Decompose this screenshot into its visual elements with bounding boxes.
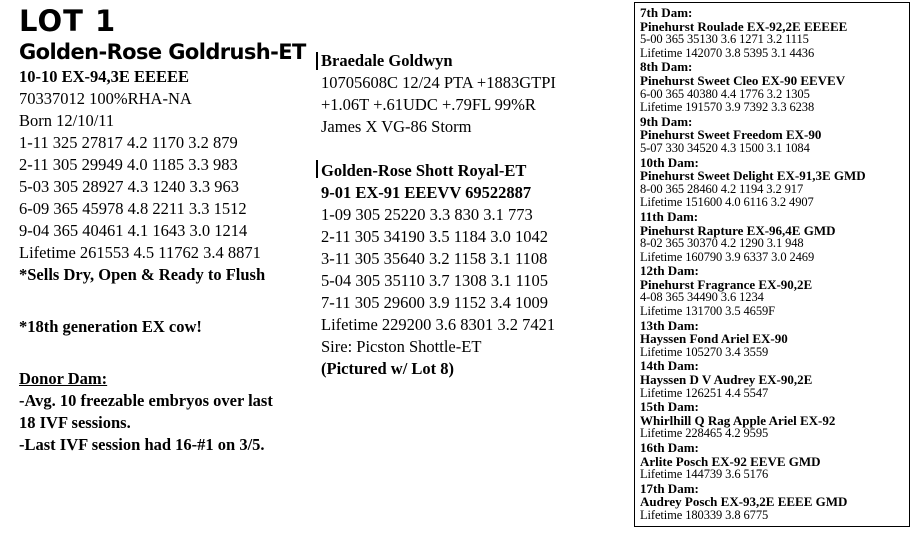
dam-generation-record: Lifetime 191570 3.9 7392 3.3 6238 [640, 100, 815, 115]
dam-generation-label: 17th Dam: [640, 480, 699, 496]
dam-record: 5-04 305 35110 3.7 1308 3.1 1105 [321, 271, 549, 290]
dam-generation-label: 10th Dam: [640, 154, 699, 170]
dam-generation-record: Lifetime 160790 3.9 6337 3.0 2469 [640, 249, 815, 264]
dam-generation-record: Lifetime 144739 3.6 5176 [640, 467, 769, 482]
dam-generation-name: Pinehurst Roulade EX-92,2E EEEEE [640, 18, 848, 34]
lifetime-record: Lifetime 261553 4.5 11762 3.4 8871 [19, 243, 261, 262]
dam-generation-name: Pinehurst Sweet Delight EX-91,3E GMD [640, 168, 866, 184]
sire-detail: +1.06T +.61UDC +.79FL 99%R [321, 95, 536, 114]
dam-generation-label: 11th Dam: [640, 208, 699, 224]
dam-generation-label: 8th Dam: [640, 59, 693, 75]
dam-generation-label: 9th Dam: [640, 113, 693, 129]
cow-name: Golden-Rose Goldrush-ET [19, 40, 306, 64]
dam-generation-record: 8-00 365 28460 4.2 1194 3.2 917 [640, 181, 804, 196]
dam-generation-label: 15th Dam: [640, 399, 699, 415]
dam-generation-record: 4-08 365 34490 3.6 1234 [640, 290, 764, 305]
production-record: 2-11 305 29949 4.0 1185 3.3 983 [19, 155, 238, 174]
deep-pedigree-box [634, 2, 910, 527]
dam-generation-label: 13th Dam: [640, 317, 699, 333]
dam-record: 3-11 305 35640 3.2 1158 3.1 1108 [321, 249, 548, 268]
donor-line: 18 IVF sessions. [19, 413, 131, 432]
dam-generation-record: 8-02 365 30370 4.2 1290 3.1 948 [640, 236, 804, 251]
sire-divider [316, 52, 318, 70]
dam-generation-name: Pinehurst Sweet Cleo EX-90 EEVEV [640, 72, 846, 88]
dam-record: 2-11 305 34190 3.5 1184 3.0 1042 [321, 227, 549, 246]
dam-generation-record: Lifetime 151600 4.0 6116 3.2 4907 [640, 195, 814, 210]
donor-line: -Avg. 10 freezable embryos over last [19, 391, 273, 410]
pictured-note: (Pictured w/ Lot 8) [321, 359, 455, 378]
donor-line: -Last IVF session had 16-#1 on 3/5. [19, 435, 265, 454]
dam-generation-record: Lifetime 126251 4.4 5547 [640, 385, 769, 400]
sire-detail: 10705608C 12/24 PTA +1883GTPI [321, 73, 556, 92]
production-record: 5-03 305 28927 4.3 1240 3.3 963 [19, 177, 239, 196]
dam-generation-record: Lifetime 105270 3.4 3559 [640, 344, 769, 359]
dam-name: Golden-Rose Shott Royal-ET [321, 161, 527, 180]
dam-generation-record: Lifetime 228465 4.2 9595 [640, 426, 769, 441]
dam-generation-name: Pinehurst Sweet Freedom EX-90 [640, 127, 822, 143]
dam-lifetime: Lifetime 229200 3.6 8301 3.2 7421 [321, 315, 556, 334]
dam-generation-record: Lifetime 131700 3.5 4659F [640, 304, 775, 319]
dam-generation-name: Audrey Posch EX-93,2E EEEE GMD [640, 494, 848, 510]
dam-generation-record: Lifetime 142070 3.8 5395 3.1 4436 [640, 45, 815, 60]
dam-generation-label: 12th Dam: [640, 263, 699, 279]
lot-title: LOT 1 [19, 4, 117, 38]
dam-classification: 9-01 EX-91 EEEVV 69522887 [321, 183, 532, 202]
dam-generation-label: 7th Dam: [640, 5, 693, 20]
dam-record: 7-11 305 29600 3.9 1152 3.4 1009 [321, 293, 549, 312]
dam-generation-label: 16th Dam: [640, 440, 699, 455]
production-record: 9-04 365 40461 4.1 1643 3.0 1214 [19, 221, 248, 240]
dam-sire: Sire: Picston Shottle-ET [321, 337, 482, 356]
dam-generation-name: Pinehurst Rapture EX-96,4E GMD [640, 222, 836, 238]
dam-generation-record: 5-00 365 35130 3.6 1271 3.2 1115 [640, 32, 809, 47]
dam-generation-record: Lifetime 180339 3.8 6775 [640, 507, 769, 522]
dam-generation-name: Arlite Posch EX-92 EEVE GMD [640, 453, 821, 469]
birth-date: Born 12/10/11 [19, 111, 115, 130]
dam-record: 1-09 305 25220 3.3 830 3.1 773 [321, 205, 533, 224]
dam-divider [316, 160, 318, 178]
dam-generation-record: 5-07 330 34520 4.3 1500 3.1 1084 [640, 140, 810, 155]
registration: 70337012 100%RHA-NA [19, 89, 192, 108]
sire-name: Braedale Goldwyn [321, 51, 453, 70]
dam-generation-record: 6-00 365 40380 4.4 1776 3.2 1305 [640, 86, 810, 101]
sire-detail: James X VG-86 Storm [321, 117, 472, 136]
sale-note: *Sells Dry, Open & Ready to Flush [19, 265, 266, 284]
dam-generation-name: Hayssen D V Audrey EX-90,2E [640, 372, 813, 388]
main-animal-column [19, 66, 311, 456]
dam-generation-label: 14th Dam: [640, 358, 699, 374]
dam-generation-name: Pinehurst Fragrance EX-90,2E [640, 276, 813, 292]
classification: 10-10 EX-94,3E EEEEE [19, 67, 190, 86]
generation-note: *18th generation EX cow! [19, 317, 202, 336]
dam-generation-name: Hayssen Fond Ariel EX-90 [640, 331, 788, 347]
dam-generation-name: Whirlhill Q Rag Apple Ariel EX-92 [640, 412, 836, 428]
production-record: 6-09 365 45978 4.8 2211 3.3 1512 [19, 199, 247, 218]
pedigree-column [321, 50, 626, 380]
production-record: 1-11 325 27817 4.2 1170 3.2 879 [19, 133, 238, 152]
donor-dam-heading: Donor Dam: [19, 369, 108, 388]
